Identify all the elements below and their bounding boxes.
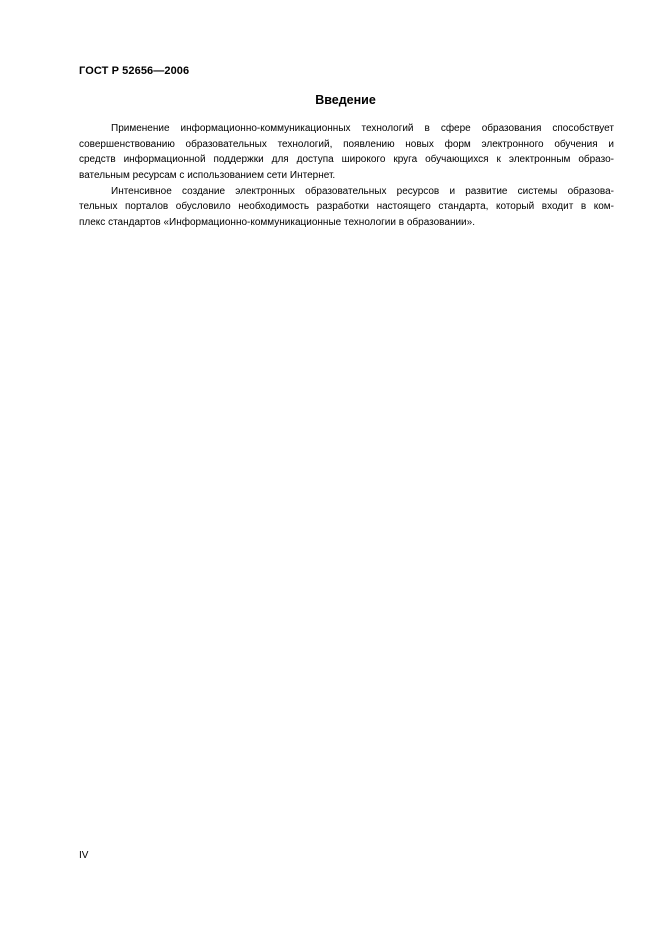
text-line: совершенствованию образовательных технологий, появлению новых форм электронного обучения и bbox=[79, 138, 614, 150]
text-line: плекс стандартов «Информационно-коммуникационные технологии в образовании». bbox=[79, 217, 475, 229]
text-line: Интенсивное создание электронных образовательных ресурсов и развитие системы образова- bbox=[111, 185, 614, 197]
paragraph bbox=[79, 184, 614, 231]
page-number: IV bbox=[79, 850, 89, 861]
section-title: Введение bbox=[315, 93, 376, 107]
document-code: ГОСТ Р 52656—2006 bbox=[79, 65, 190, 77]
text-line: вательным ресурсам с использованием сети Интернет. bbox=[79, 170, 336, 182]
text-line: средств информационной поддержки для доступа широкого круга обучающихся к электронным образо- bbox=[79, 154, 614, 166]
paragraph bbox=[79, 121, 614, 184]
text-line: Применение информационно-коммуникационных технологий в сфере образования способствует bbox=[111, 123, 614, 134]
text-line: тельных порталов обусловило необходимость разработки настоящего стандарта, который входит в ком- bbox=[79, 201, 614, 213]
body-text bbox=[79, 121, 614, 231]
